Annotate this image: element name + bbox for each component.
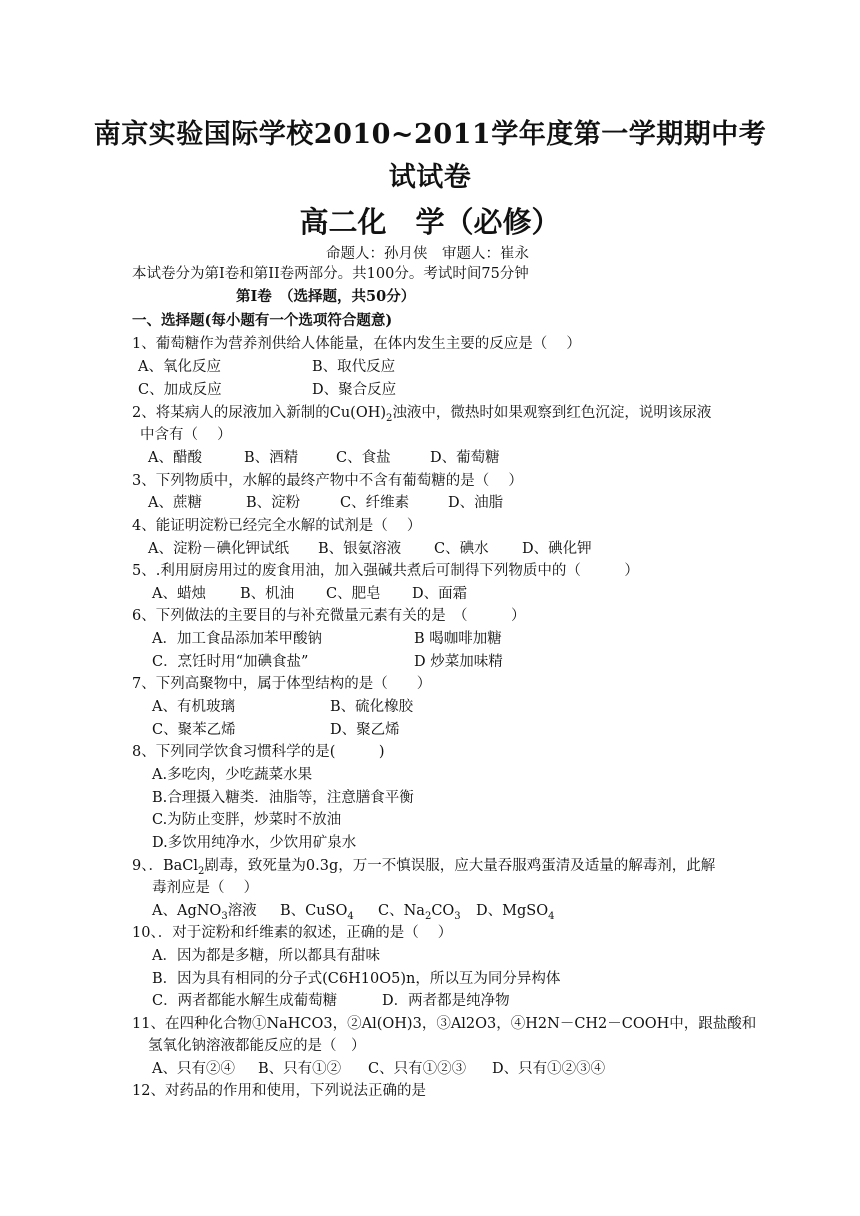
question-10-option-a: A．因为都是多糖，所以都具有甜味	[152, 948, 380, 964]
question-8-option-c: C.为防止变胖，炒菜时不放油	[152, 812, 342, 828]
question-4-option-b: B、银氨溶液	[318, 541, 402, 557]
question-2-stem-cont: 中含有（ ）	[140, 427, 232, 443]
question-5-stem: 5、.利用厨房用过的废食用油，加入强碱共煮后可制得下列物质中的（ ）	[132, 563, 639, 579]
question-4-option-c: C、碘水	[434, 541, 489, 557]
question-6-option-a: A．加工食品添加苯甲酸钠	[152, 631, 322, 647]
question-7-option-a: A、有机玻璃	[152, 699, 235, 715]
exam-subject: 高二化 学（必修）	[299, 205, 561, 239]
question-3-option-b: B、淀粉	[246, 495, 301, 511]
question-7-option-c: C、聚苯乙烯	[152, 722, 236, 738]
question-12-stem: 12、对药品的作用和使用，下列说法正确的是	[132, 1083, 426, 1099]
part-heading: 第Ⅰ卷 （选择题，共50分）	[236, 288, 416, 305]
question-9-stem: 9、．BaCl$_2$剧毒，致死量为0.3g，万一不慎误服，应大量吞服鸡蛋清及适量的解毒剂，此解	[132, 858, 716, 877]
question-4-option-d: D、碘化钾	[522, 541, 592, 557]
question-10-option-c: C．两者都能水解生成葡萄糖	[152, 993, 338, 1009]
question-1-stem: 1、葡萄糖作为营养剂供给人体能量，在体内发生主要的反应是（ ）	[132, 336, 581, 352]
question-6-option-b: B 喝咖啡加糖	[414, 631, 502, 647]
question-2-stem: 2、将某病人的尿液加入新制的$Cu(OH)_2$浊液中，微热时如果观察到红色沉淀，说明该尿液	[132, 405, 712, 424]
exam-title-line2: 试试卷	[388, 162, 472, 193]
question-11-stem-cont: 氢氧化钠溶液都能反应的是（ ）	[148, 1038, 366, 1054]
question-1-option-c: C、加成反应	[138, 382, 222, 398]
question-9-option-a: A、AgNO$_3$溶液	[152, 903, 257, 922]
question-9-option-b: B、CuSO$_4$	[280, 903, 354, 922]
question-9-stem-cont: 毒剂应是（ ）	[152, 880, 259, 896]
question-7-option-d: D、聚乙烯	[330, 722, 400, 738]
question-10-option-d: D．两者都是纯净物	[382, 993, 510, 1009]
question-3-option-a: A、蔗糖	[148, 495, 202, 511]
exam-title-line1: 南京实验国际学校2010~2011学年度第一学期期中考	[93, 119, 767, 150]
question-9-option-c: C、$Na_2CO_3$	[378, 903, 461, 922]
question-9-option-d: D、MgSO$_4$	[476, 903, 555, 922]
exam-intro: 本试卷分为第I卷和第II卷两部分。共100分。考试时间75分钟	[132, 266, 529, 282]
question-3-stem: 3、下列物质中，水解的最终产物中不含有葡萄糖的是（ ）	[132, 473, 523, 489]
question-1-option-b: B、取代反应	[312, 359, 396, 375]
question-2-option-a: A、醋酸	[148, 450, 202, 466]
question-11-option-a: A、只有②④	[152, 1061, 235, 1077]
question-5-option-c: C、肥皂	[326, 586, 381, 602]
question-2-option-b: B、酒精	[244, 450, 299, 466]
question-8-option-b: B.合理摄入糖类．油脂等，注意膳食平衡	[152, 790, 414, 806]
question-3-option-c: C、纤维素	[340, 495, 410, 511]
question-8-option-a: A.多吃肉，少吃蔬菜水果	[152, 767, 313, 783]
question-11-option-b: B、只有①②	[258, 1061, 342, 1077]
question-2-option-c: C、食盐	[336, 450, 391, 466]
question-10-option-b: B．因为具有相同的分子式(C6H10O5)n，所以互为同分异构体	[152, 971, 561, 987]
question-2-option-d: D、葡萄糖	[430, 450, 500, 466]
exam-authors: 命题人：孙月侠 审题人：崔永	[326, 246, 529, 262]
question-11-option-c: C、只有①②③	[368, 1061, 467, 1077]
question-10-stem: 10、．对于淀粉和纤维素的叙述，正确的是（ ）	[132, 925, 453, 941]
question-5-option-a: A、蜡烛	[152, 586, 206, 602]
question-11-stem: 11、在四种化合物①NaHCO3，②Al(OH)3，③Al2O3，④H2N－CH2－COOH中，跟盐酸和	[132, 1016, 757, 1032]
question-3-option-d: D、油脂	[448, 495, 504, 511]
question-8-option-d: D.多饮用纯净水，少饮用矿泉水	[152, 835, 357, 851]
question-1-option-a: A、氧化反应	[138, 359, 221, 375]
question-8-stem: 8、下列同学饮食习惯科学的是( )	[132, 744, 385, 760]
question-7-stem: 7、下列高聚物中，属于体型结构的是（ ）	[132, 676, 432, 692]
section-heading: 一、选择题(每小题有一个选项符合题意)	[132, 312, 393, 329]
question-4-option-a: A、淀粉－碘化钾试纸	[148, 541, 289, 557]
question-1-option-d: D、聚合反应	[312, 382, 397, 398]
question-6-stem: 6、下列做法的主要目的与补充微量元素有关的是 （ ）	[132, 608, 526, 624]
question-7-option-b: B、硫化橡胶	[330, 699, 414, 715]
question-6-option-c: C．烹饪时用“加碘食盐”	[152, 654, 309, 670]
question-5-option-d: D、面霜	[412, 586, 468, 602]
question-5-option-b: B、机油	[240, 586, 295, 602]
question-11-option-d: D、只有①②③④	[492, 1061, 606, 1077]
question-4-stem: 4、能证明淀粉已经完全水解的试剂是（ ）	[132, 518, 422, 534]
question-6-option-d: D 炒菜加味精	[414, 654, 503, 670]
